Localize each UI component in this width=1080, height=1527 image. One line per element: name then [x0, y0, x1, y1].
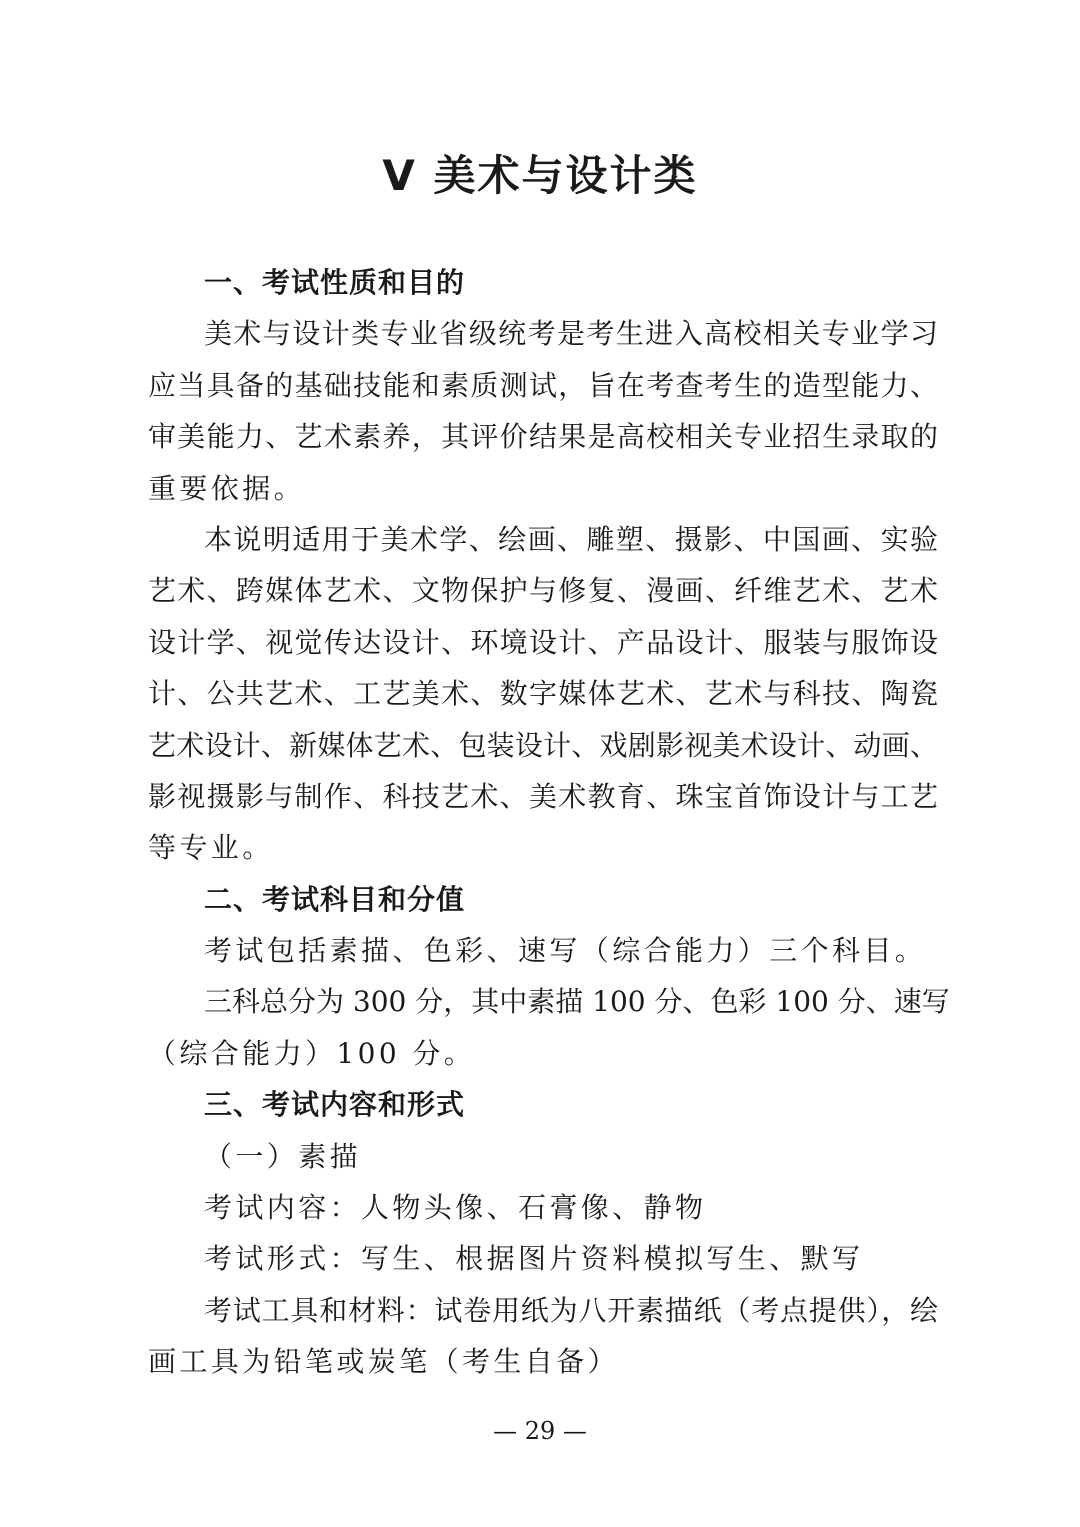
paragraph-line: 等专业。 [148, 831, 274, 865]
document-body [148, 257, 950, 1388]
paragraph-line: 应当具备的基础技能和素质测试，旨在考查考生的造型能力、 [148, 368, 938, 402]
section-heading-3: 三、考试内容和形式 [204, 1088, 466, 1122]
paragraph-line: （综合能力）100 分。 [148, 1036, 476, 1070]
paragraph-line: 三科总分为 300 分，其中素描 100 分、色彩 100 分、速写 [204, 985, 950, 1019]
paragraph-line: 艺术设计、新媒体艺术、包装设计、戏剧影视美术设计、动画、 [148, 728, 938, 762]
paragraph-line: 本说明适用于美术学、绘画、雕塑、摄影、中国画、实验 [204, 522, 938, 556]
paragraph-line: 画工具为铅笔或炭笔（考生自备） [148, 1345, 620, 1379]
paragraph-line: 美术与设计类专业省级统考是考生进入高校相关专业学习 [204, 317, 938, 351]
paragraph-line: 考试包括素描、色彩、速写（综合能力）三个科目。 [204, 934, 927, 968]
page-number: — 29 — [493, 1417, 587, 1445]
paragraph-line: 设计学、视觉传达设计、环境设计、产品设计、服装与服饰设 [148, 625, 938, 659]
paragraph-line: 考试形式：写生、根据图片资料模拟写生、默写 [204, 1242, 864, 1276]
subsection-heading: （一）素描 [204, 1139, 362, 1173]
section-heading-1: 一、考试性质和目的 [204, 266, 466, 299]
paragraph-line: 考试内容：人物头像、石膏像、静物 [204, 1191, 707, 1225]
paragraph-line: 艺术、跨媒体艺术、文物保护与修复、漫画、纤维艺术、艺术 [148, 574, 938, 608]
paragraph-line: 重要依据。 [148, 471, 306, 505]
page-title: V 美术与设计类 [382, 151, 698, 200]
paragraph-line: 考试工具和材料：试卷用纸为八开素描纸（考点提供），绘 [204, 1293, 938, 1327]
paragraph-line: 影视摄影与制作、科技艺术、美术教育、珠宝首饰设计与工艺 [148, 779, 938, 813]
paragraph-line: 审美能力、艺术素养，其评价结果是高校相关专业招生录取的 [148, 420, 938, 454]
paragraph-line: 计、公共艺术、工艺美术、数字媒体艺术、艺术与科技、陶瓷 [148, 677, 938, 711]
section-heading-2: 二、考试科目和分值 [204, 882, 466, 916]
